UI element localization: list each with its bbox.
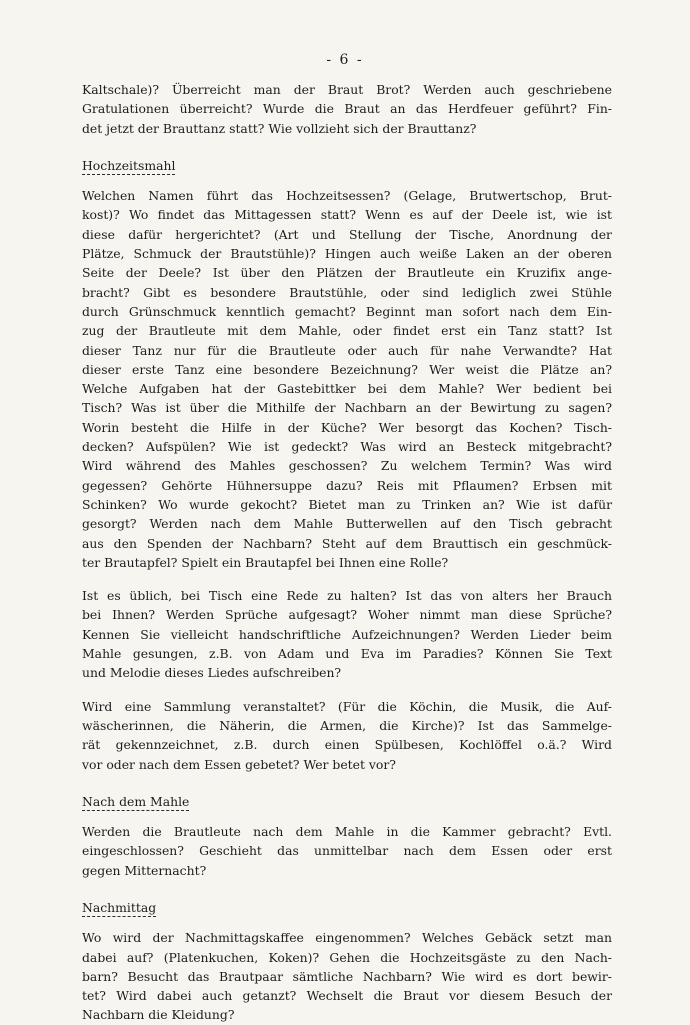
text-line: zug der Brautleute mit dem Mahle, oder findet erst ein Tanz statt? Ist [82,323,612,339]
text-line: dieser Tanz nur für die Brautleute oder auch für nahe Verwandte? Hat [82,342,612,358]
text-line: eingeschlossen? Geschieht das unmittelbar nach dem Essen oder erst [82,843,612,859]
text-line: Mahle gesungen, z.B. von Adam und Eva im Paradies? Können Sie Text [82,646,612,662]
block-gap [82,774,612,792]
text-line: Kaltschale)? Überreicht man der Braut Brot? Werden auch geschriebene [82,82,612,97]
text-line: barn? Besucht das Brautpaar sämtliche Nachbarn? Wie wird es dort bewir- [82,968,612,984]
text-line: und Melodie dieses Liedes aufschreiben? [82,665,342,681]
block-gap [82,683,612,697]
block-gap [82,811,612,822]
text-line: Wird während des Mahles geschossen? Zu welchem Termin? Was wird [82,458,612,474]
text-line: det jetzt der Brauttanz statt? Wie vollzieht sich der Brauttanz? [82,120,477,136]
section-heading: Hochzeitsmahl [82,157,176,173]
text-line: Nachbarn die Kleidung? [82,1007,235,1023]
text-line: dieser erste Tanz eine besondere Bezeichnung? Wer weist die Plätze an? [82,361,612,377]
text-line: Welche Aufgaben hat der Gastebittker bei dem Mahle? Wer bedient bei [82,381,612,397]
paragraph [82,186,612,572]
text-line: Worin besteht die Hilfe in der Küche? Wer besorgt das Kochen? Tisch- [82,419,612,435]
section-heading: Nach dem Mahle [82,793,190,809]
text-line: aus den Spenden der Nachbarn? Steht auf dem Brauttisch ein geschmück- [82,535,612,551]
block-gap [82,175,612,186]
text-line: bei Ihnen? Werden Sprüche aufgesagt? Woher nimmt man diese Sprüche? [82,607,612,623]
text-line: decken? Aufspülen? Wie ist gedeckt? Was wird an Besteck mitgebracht? [82,439,612,455]
text-line: gesorgt? Werden nach dem Mahle Butterwellen auf den Tisch gebracht [82,516,612,532]
text-line: diese dafür hergerichtet? (Art und Stellung der Tische, Anordnung der [82,226,612,242]
text-line: Gratulationen überreicht? Wurde die Braut an das Herdfeuer geführt? Fin- [82,101,612,117]
text-line: Welchen Namen führt das Hochzeitsessen? (Gelage, Brutwertschop, Brut- [82,188,612,204]
text-line: vor oder nach dem Essen gebetet? Wer betet vor? [82,756,396,772]
paragraph [82,822,612,880]
text-line: Schinken? Wo wurde gekocht? Bietet man zu Trinken an? Wie ist dafür [82,496,612,512]
block-gap [82,572,612,586]
text-line: kost)? Wo findet das Mittagessen statt? Wenn es auf der Deele ist, wie ist [82,207,612,223]
text-line: Wird eine Sammlung veranstaltet? (Für die Köchin, die Musik, die Auf- [82,698,612,714]
document-body [82,80,612,1025]
text-line: Werden die Brautleute nach dem Mahle in die Kammer gebracht? Evtl. [82,824,612,840]
section-heading-row [82,792,612,811]
text-line: gegen Mitternacht? [82,862,207,878]
paragraph [82,80,612,138]
text-line: Tisch? Was ist über die Mithilfe der Nachbarn an der Bewirtung zu sagen? [82,400,612,416]
section-heading-row [82,156,612,175]
text-line: ter Brautapfel? Spielt ein Brautapfel bei Ihnen eine Rolle? [82,554,449,570]
paragraph [82,586,612,682]
text-line: Seite der Deele? Ist über den Plätzen der Brautleute ein Kruzifix ange- [82,265,612,281]
text-line: wäscherinnen, die Näherin, die Armen, die Kirche)? Ist das Sammelge- [82,717,612,733]
text-line: rät gekennzeichnet, z.B. durch einen Spülbesen, Kochlöffel o.ä.? Wird [82,737,612,753]
text-line: dabei auf? (Platenkuchen, Koken)? Gehen die Hochzeitsgäste zu den Nach- [82,949,612,965]
text-line: Kennen Sie vielleicht handschriftliche Aufzeichnungen? Werden Lieder beim [82,626,612,642]
text-line: Plätze, Schmuck der Brautstühle)? Hingen auch weiße Laken an der oberen [82,246,612,262]
text-line: bracht? Gibt es besondere Brautstühle, oder sind lediglich zwei Stühle [82,284,612,300]
block-gap [82,917,612,928]
section-heading: Nachmittag [82,899,157,915]
text-line: Wo wird der Nachmittagskaffee eingenommen? Welches Gebäck setzt man [82,930,612,946]
block-gap [82,138,612,156]
text-line: Ist es üblich, bei Tisch eine Rede zu halten? Ist das von alters her Brauch [82,588,612,604]
section-heading-row [82,898,612,917]
text-line: durch Grünschmuck kenntlich gemacht? Beginnt man sofort nach dem Ein- [82,303,612,319]
page-number: - 6 - [326,52,364,68]
block-gap [82,880,612,898]
text-line: tet? Wird dabei auch getanzt? Wechselt die Braut vor diesem Besuch der [82,988,612,1004]
text-line: gegessen? Gehörte Hühnersuppe dazu? Reis mit Pflaumen? Erbsen mit [82,477,612,493]
paragraph [82,697,612,774]
